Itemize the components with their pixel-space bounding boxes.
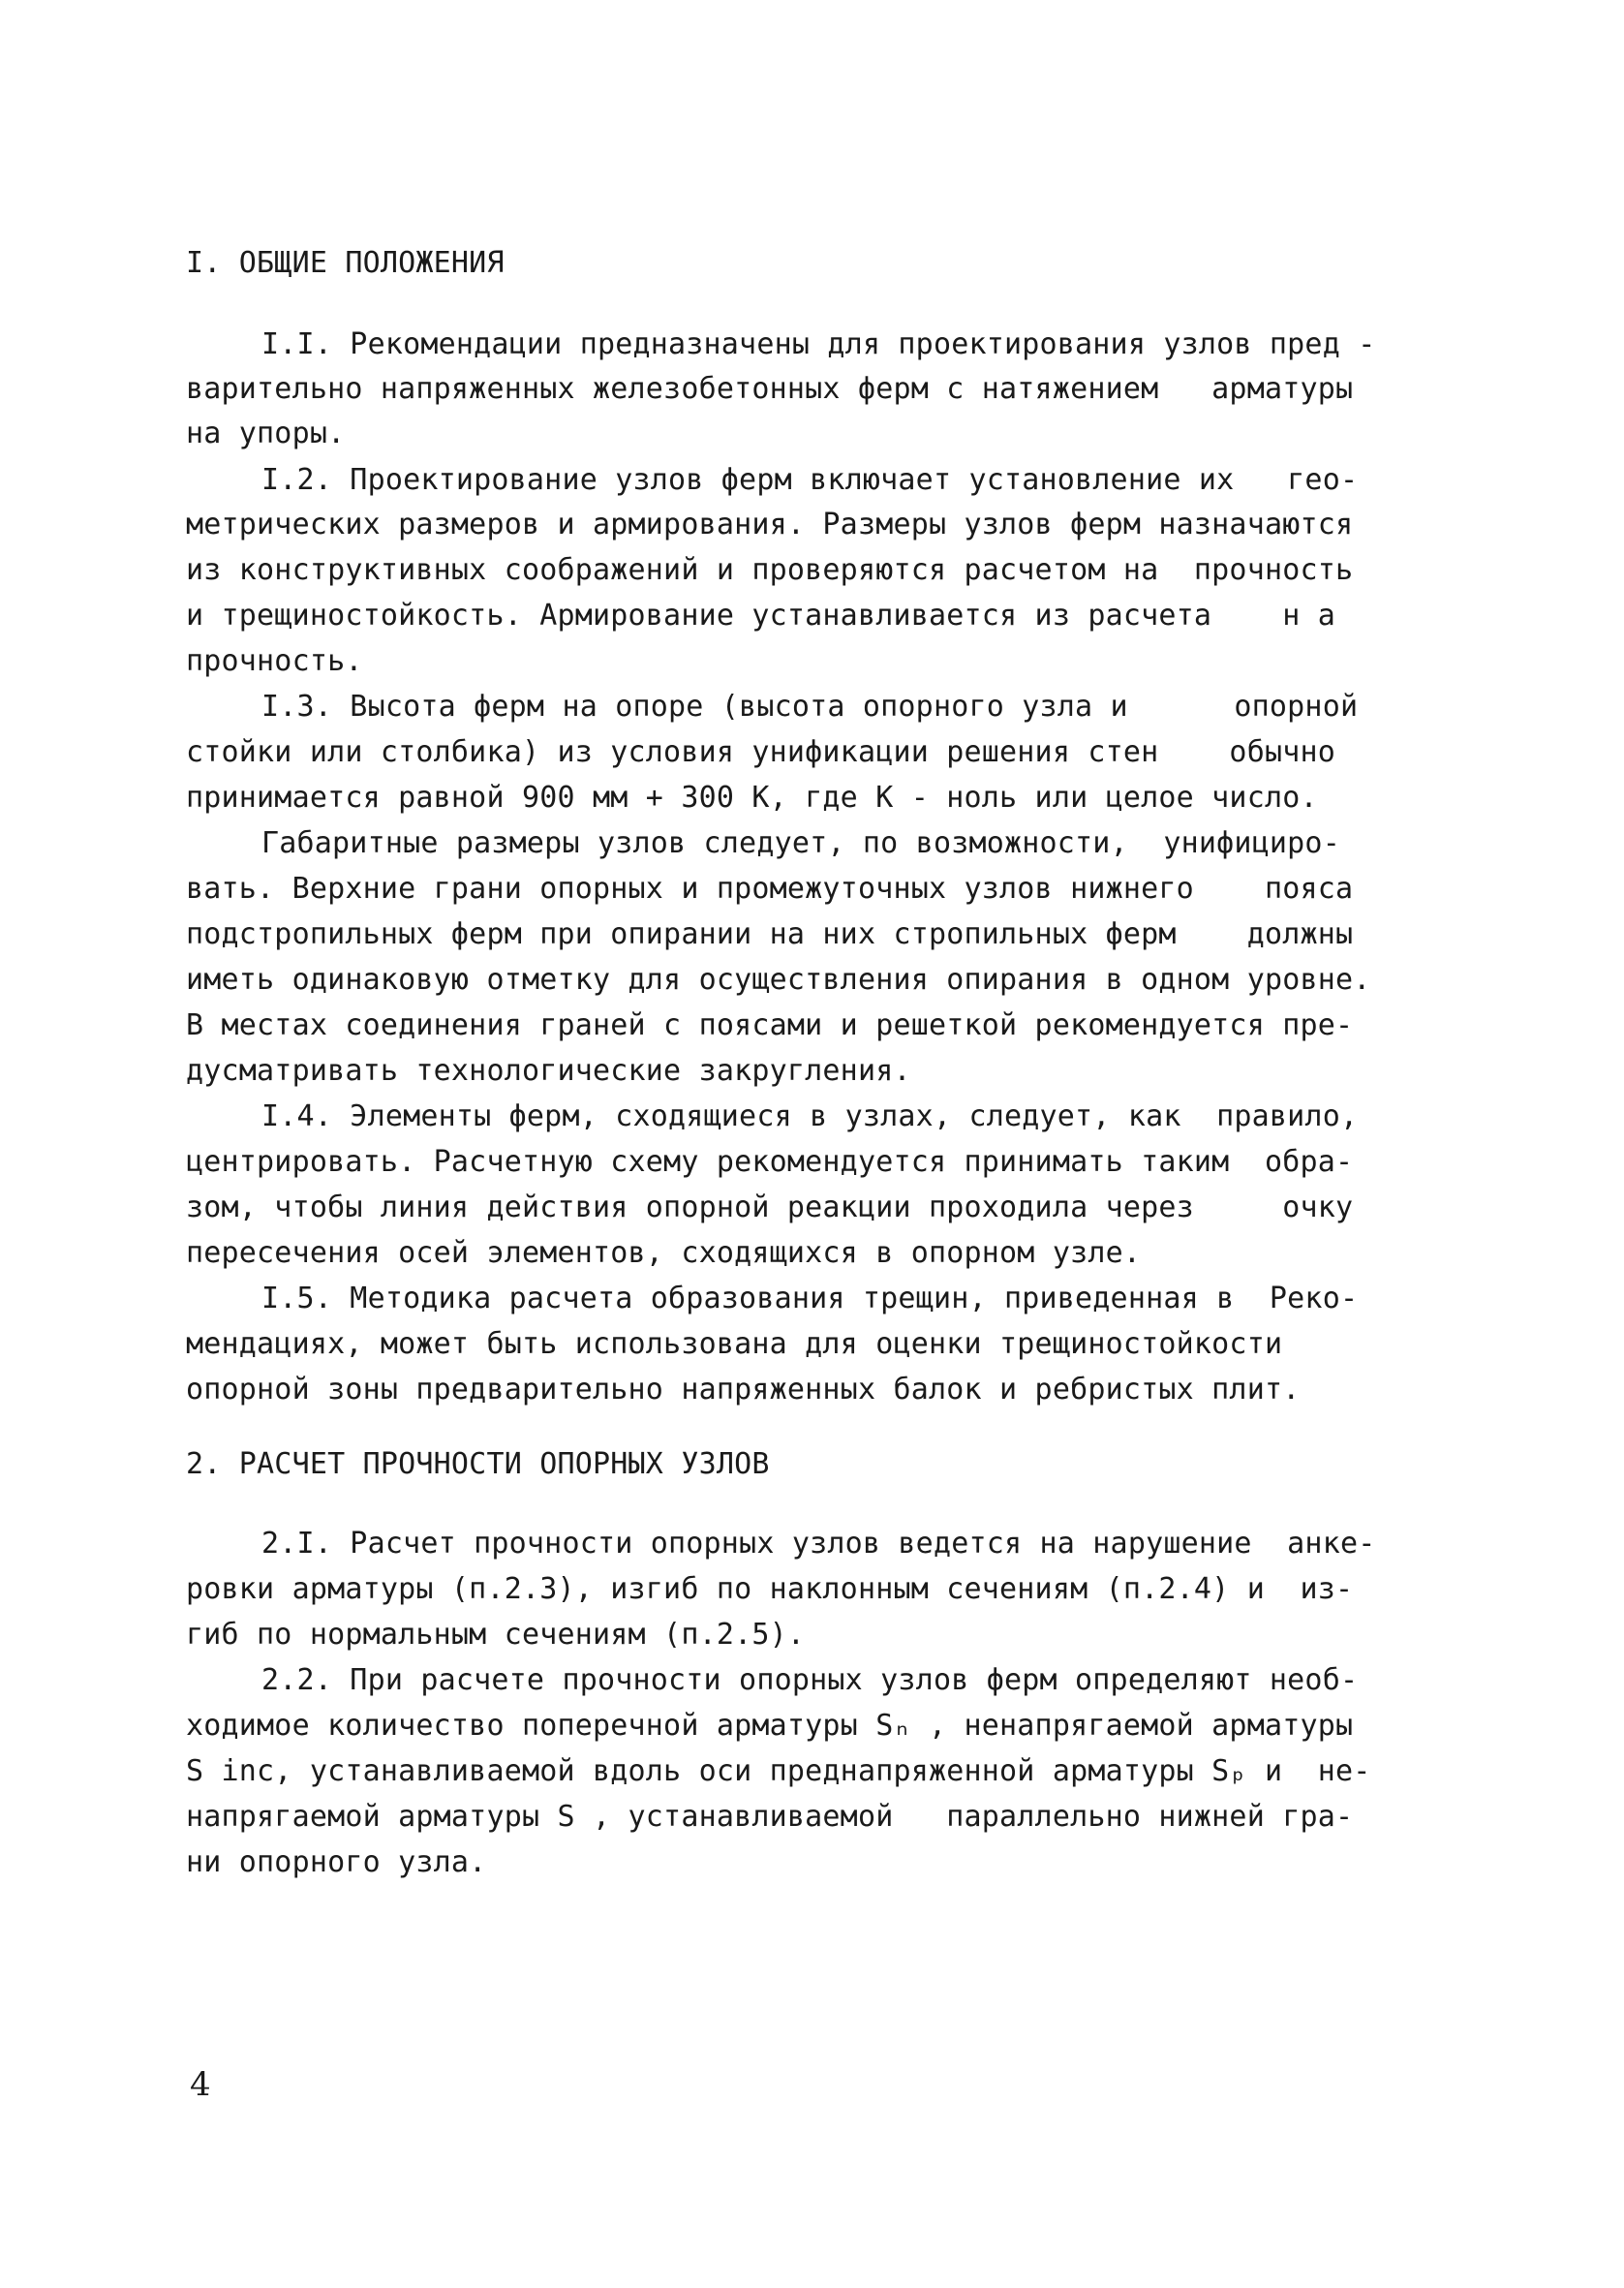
paragraph-line: пересечения осей элементов, сходящихся в опорном узле. [186, 1236, 1142, 1270]
paragraph-line: подстропильных ферм при опирании на них стропильных ферм должны [186, 917, 1354, 951]
paragraph-line: стойки или столбика) из условия унификации решения стен обычно [186, 735, 1335, 769]
paragraph-line: S inc, устанавливаемой вдоль оси преднапряженной арматуры Sₚ и не- [186, 1754, 1371, 1788]
section-1-heading: I. ОБЩИЕ ПОЛОЖЕНИЯ [186, 246, 505, 280]
paragraph-line: напрягаемой арматуры S , устанавливаемой параллельно нижней гра- [186, 1800, 1354, 1834]
paragraph-line: иметь одинаковую отметку для осуществления опирания в одном уровне. [186, 963, 1371, 997]
paragraph-line: варительно напряженных железобетонных ферм с натяжением арматуры [186, 372, 1354, 406]
paragraph-line: вать. Верхние грани опорных и промежуточных узлов нижнего пояса [186, 872, 1354, 906]
paragraph-line: Габаритные размеры узлов следует, по возможности, унифициро- [261, 826, 1340, 860]
paragraph-line: I.I. Рекомендации предназначены для проектирования узлов пред - [261, 327, 1376, 361]
paragraph-line: и трещиностойкость. Армирование устанавливается из расчета н а [186, 599, 1335, 633]
paragraph-line: прочность. [186, 644, 363, 678]
paragraph-line: ходимое количество поперечной арматуры Sₙ , ненапрягаемой арматуры [186, 1709, 1354, 1743]
paragraph-line: принимается равной 900 мм + 300 К, где К - ноль или целое число. [186, 781, 1318, 815]
paragraph-line: I.2. Проектирование узлов ферм включает установление их гео- [261, 463, 1359, 497]
paragraph-line: ровки арматуры (п.2.3), изгиб по наклонным сечениям (п.2.4) и из- [186, 1572, 1354, 1606]
paragraph-line: из конструктивных соображений и проверяются расчетом на прочность [186, 553, 1354, 587]
paragraph-line: 2.2. При расчете прочности опорных узлов ферм определяют необ- [261, 1663, 1359, 1697]
paragraph-line: ни опорного узла. [186, 1845, 487, 1879]
paragraph-line: дусматривать технологические закругления. [186, 1054, 911, 1088]
paragraph-line: гиб по нормальным сечениям (п.2.5). [186, 1618, 806, 1652]
paragraph-line: на упоры. [186, 417, 346, 450]
page-number: 4 [190, 2065, 211, 2104]
paragraph-line: метрических размеров и армирования. Размеры узлов ферм назначаются [186, 508, 1354, 541]
paragraph-line: центрировать. Расчетную схему рекомендуется принимать таким обра- [186, 1145, 1354, 1179]
paragraph-line: зом, чтобы линия действия опорной реакции проходила через очку [186, 1190, 1354, 1224]
paragraph-line: мендациях, может быть использована для оценки трещиностойкости [186, 1327, 1283, 1361]
paragraph-line: опорной зоны предварительно напряженных балок и ребристых плит. [186, 1373, 1301, 1407]
paragraph-line: 2.I. Расчет прочности опорных узлов ведется на нарушение анке- [261, 1527, 1376, 1561]
paragraph-line: I.3. Высота ферм на опоре (высота опорного узла и опорной [261, 690, 1359, 724]
paragraph-line: В местах соединения граней с поясами и решеткой рекомендуется пре- [186, 1008, 1354, 1042]
paragraph-line: I.5. Методика расчета образования трещин, приведенная в Реко- [261, 1282, 1359, 1315]
section-2-heading: 2. РАСЧЕТ ПРОЧНОСТИ ОПОРНЫХ УЗЛОВ [186, 1447, 770, 1481]
paragraph-line: I.4. Элементы ферм, сходящиеся в узлах, следует, как правило, [261, 1099, 1359, 1133]
